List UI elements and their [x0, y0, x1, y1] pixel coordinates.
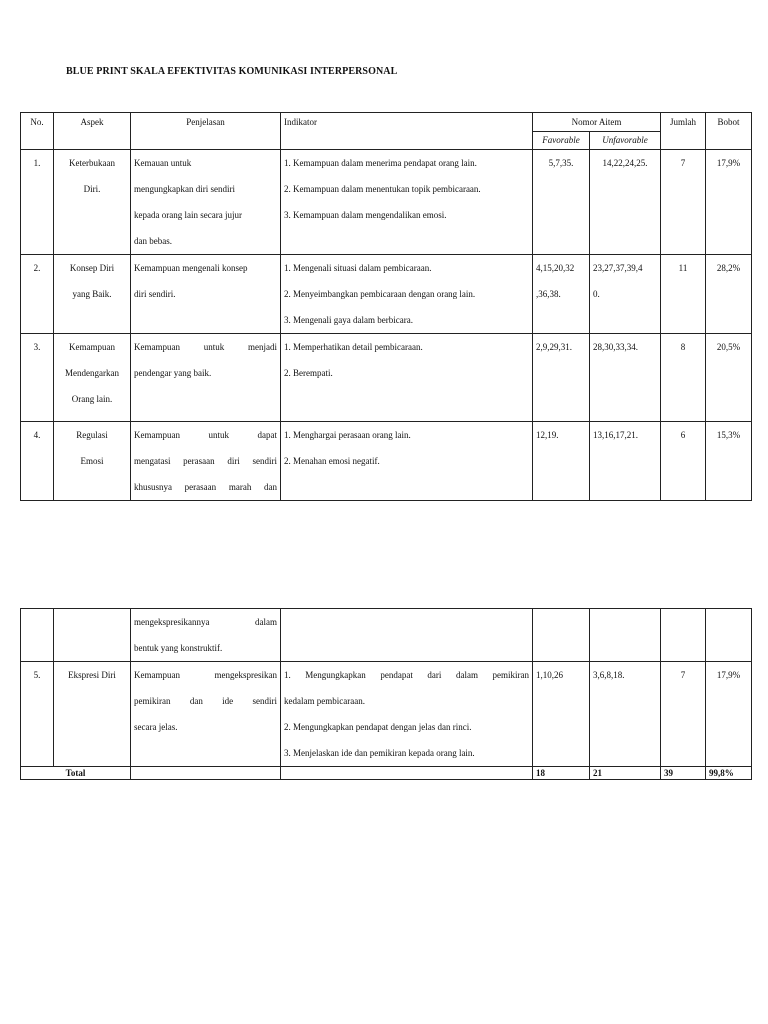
row-no: 4.: [21, 422, 54, 501]
header-nomor-aitem: Nomor Aitem: [533, 113, 661, 132]
row-jumlah: 7: [661, 662, 706, 767]
row-indikator: [281, 609, 533, 662]
row-favorable: 5,7,35.: [533, 150, 590, 255]
row-no: [21, 609, 54, 662]
row-no: 1.: [21, 150, 54, 255]
row-indikator: 1. Menghargai perasaan orang lain. 2. Menahan emosi negatif.: [281, 422, 533, 501]
row-penjelasan: Kemampuan mengekspresikan pemikiran dan ide sendiri secara jelas.: [131, 662, 281, 767]
document-title: BLUE PRINT SKALA EFEKTIVITAS KOMUNIKASI INTERPERSONAL: [66, 66, 398, 77]
header-penjelasan: Penjelasan: [131, 113, 281, 150]
row-penjelasan: Kemampuan untuk menjadi pendengar yang baik.: [131, 334, 281, 422]
row-favorable: 12,19.: [533, 422, 590, 501]
header-no: No.: [21, 113, 54, 150]
table-row: [21, 422, 752, 501]
total-jumlah: 39: [661, 767, 706, 780]
total-penjelasan: [131, 767, 281, 780]
row-no: 2.: [21, 255, 54, 334]
row-jumlah: 6: [661, 422, 706, 501]
header-favorable: Favorable: [533, 132, 590, 150]
header-row: [21, 113, 752, 132]
row-aspek: Regulasi Emosi: [54, 422, 131, 501]
blueprint-table-continued: [20, 608, 752, 780]
blueprint-table: [20, 112, 752, 501]
total-indikator: [281, 767, 533, 780]
row-penjelasan: Kemampuan untuk dapat mengatasi perasaan diri sendiri khususnya perasaan marah dan: [131, 422, 281, 501]
total-favorable: 18: [533, 767, 590, 780]
table-row: [21, 334, 752, 422]
row-no: 3.: [21, 334, 54, 422]
table-row: [21, 150, 752, 255]
row-aspek: [54, 609, 131, 662]
row-favorable: 2,9,29,31.: [533, 334, 590, 422]
row-bobot: [706, 609, 752, 662]
total-bobot: 99,8%: [706, 767, 752, 780]
row-jumlah: 8: [661, 334, 706, 422]
row-aspek: Keterbukaan Diri.: [54, 150, 131, 255]
row-unfavorable: 3,6,8,18.: [590, 662, 661, 767]
row-penjelasan: mengekspresikannya dalam bentuk yang konstruktif.: [131, 609, 281, 662]
row-unfavorable: [590, 609, 661, 662]
row-jumlah: 11: [661, 255, 706, 334]
row-unfavorable: 14,22,24,25.: [590, 150, 661, 255]
table-row-continuation: [21, 609, 752, 662]
total-row: [21, 767, 752, 780]
row-bobot: 17,9%: [706, 662, 752, 767]
row-indikator: 1. Kemampuan dalam menerima pendapat orang lain. 2. Kemampuan dalam menentukan topik pembicaraan. 3. Kemampuan dalam mengendalikan emosi.: [281, 150, 533, 255]
row-bobot: 15,3%: [706, 422, 752, 501]
header-unfavorable: Unfavorable: [590, 132, 661, 150]
row-aspek: Konsep Diri yang Baik.: [54, 255, 131, 334]
row-bobot: 20,5%: [706, 334, 752, 422]
row-unfavorable: 28,30,33,34.: [590, 334, 661, 422]
row-penjelasan: Kemauan untuk mengungkapkan diri sendiri kepada orang lain secara jujur dan bebas.: [131, 150, 281, 255]
total-label: Total: [21, 767, 131, 780]
row-favorable: 4,15,20,32 ,36,38.: [533, 255, 590, 334]
row-unfavorable: 23,27,37,39,4 0.: [590, 255, 661, 334]
header-indikator: Indikator: [281, 113, 533, 150]
row-bobot: 28,2%: [706, 255, 752, 334]
header-bobot: Bobot: [706, 113, 752, 150]
header-aspek: Aspek: [54, 113, 131, 150]
total-unfavorable: 21: [590, 767, 661, 780]
row-jumlah: [661, 609, 706, 662]
row-penjelasan: Kemampuan mengenali konsep diri sendiri.: [131, 255, 281, 334]
row-favorable: 1,10,26: [533, 662, 590, 767]
row-unfavorable: 13,16,17,21.: [590, 422, 661, 501]
table-row: [21, 255, 752, 334]
table-row: [21, 662, 752, 767]
row-aspek: Ekspresi Diri: [54, 662, 131, 767]
row-indikator: 1. Memperhatikan detail pembicaraan. 2. Berempati.: [281, 334, 533, 422]
row-indikator: 1. Mengungkapkan pendapat dari dalam pemikiran kedalam pembicaraan. 2. Mengungkapkan pendapat dengan jelas dan rinci. 3. Menjelaskan ide dan pemikiran kepada orang lain.: [281, 662, 533, 767]
row-favorable: [533, 609, 590, 662]
row-indikator: 1. Mengenali situasi dalam pembicaraan. 2. Menyeimbangkan pembicaraan dengan orang lain. 3. Mengenali gaya dalam berbicara.: [281, 255, 533, 334]
row-no: 5.: [21, 662, 54, 767]
row-aspek: Kemampuan Mendengarkan Orang lain.: [54, 334, 131, 422]
row-jumlah: 7: [661, 150, 706, 255]
header-jumlah: Jumlah: [661, 113, 706, 150]
row-bobot: 17,9%: [706, 150, 752, 255]
